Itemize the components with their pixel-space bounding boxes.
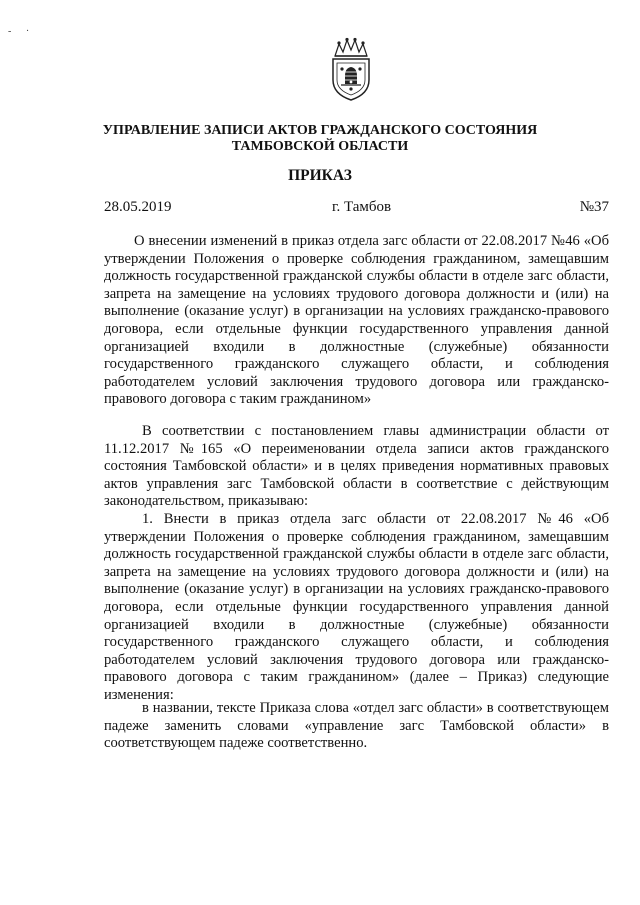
organization-line-1: УПРАВЛЕНИЕ ЗАПИСИ АКТОВ ГРАЖДАНСКОГО СОСТОЯНИЯ <box>102 123 538 138</box>
document-number: №37 <box>579 199 609 215</box>
document-date: 28.05.2019 <box>104 199 172 215</box>
document-meta <box>104 199 609 219</box>
order-subject: О внесении изменений в приказ отдела загс области от 22.08.2017 №46 «Об утверждении Положения о проверке соблюдения гражданином, замещавшим должность государственной гражданской службы области в отделе загс области, запрета на замещение на условиях трудового договора должности и (или) на выполнение (оказание услуг) в организации на условиях гражданско-правового договора, если отдельные функции государственного управления данной организацией входили в должностные (служебные) обязанности государственного гражданского служащего области, и соблюдения работодателем условий заключения трудового договора или гражданско-правового договора с таким гражданином» <box>104 233 609 408</box>
order-preamble: В соответствии с постановлением главы администрации области от 11.12.2017 №165 «О переименовании отдела записи актов гражданского состояния Тамбовской области» и в целях приведения нормативных правовых актов управления загс Тамбовской области в соответствие с действующим законодательством, приказываю: <box>104 423 609 510</box>
order-item-1: 1. Внести в приказ отдела загс области от 22.08.2017 №46 «Об утверждении Положения о проверке соблюдения гражданином, замещавшим должность государственной гражданской службы области в отделе загс области, запрета на замещение на условиях трудового договора должности и (или) на выполнение (оказание услуг) в организации на условиях гражданско-правового договора, если отдельные функции государственного управления данной организацией входили в должностные (служебные) обязанности государственного гражданского служащего области, и соблюдения работодателем условий заключения трудового договора или гражданско-правового договора с таким гражданином» (далее – Приказ) следующие изменения: <box>104 511 609 703</box>
document-type: ПРИКАЗ <box>288 167 352 184</box>
order-item-1-subparagraph: в названии, тексте Приказа слова «отдел загс области» в соответствующем падеже заменить словами «управление загс Тамбовской области» в соответствующем падеже соответственно. <box>104 700 609 752</box>
document-city: г. Тамбов <box>332 199 392 215</box>
organization-line-2: ТАМБОВСКОЙ ОБЛАСТИ <box>231 139 409 154</box>
scan-artifact: ‐ · <box>8 26 36 37</box>
coat-of-arms-emblem <box>325 36 377 102</box>
organization-name <box>0 123 640 155</box>
